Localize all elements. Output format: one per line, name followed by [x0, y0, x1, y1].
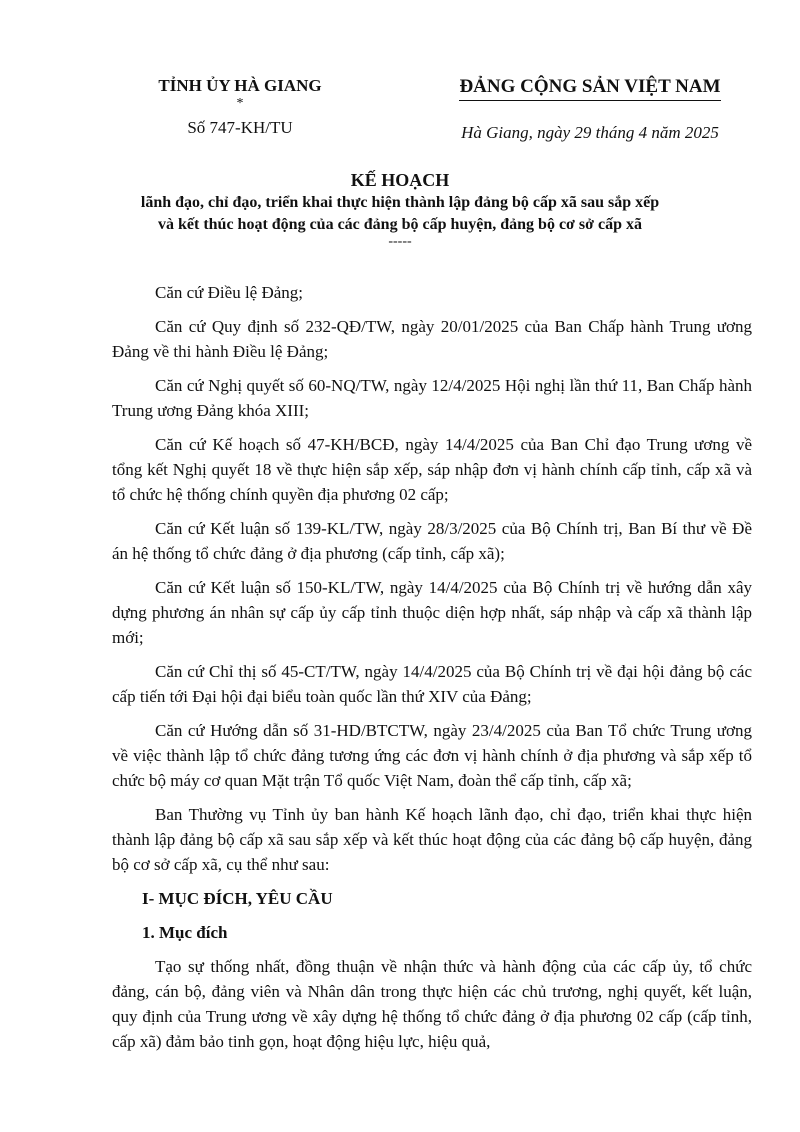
subtitle-line-1: lãnh đạo, chỉ đạo, triển khai thực hiện thành lập đảng bộ cấp xã sau sắp xếp: [140, 194, 660, 211]
star-mark: *: [236, 96, 244, 111]
document-body: [112, 280, 752, 1063]
subtitle-line-2: và kết thúc hoạt động của các đảng bộ cấp huyện, đảng bộ cơ sở cấp xã: [157, 216, 642, 233]
paragraph: Căn cứ Kết luận số 139-KL/TW, ngày 28/3/2025 của Bộ Chính trị, Ban Bí thư về Đề án hệ thống tổ chức đảng ở địa phương (cấp tỉnh, cấp xã);: [112, 519, 752, 563]
title-divider: -----: [388, 234, 412, 249]
date-line: Hà Giang, ngày 29 tháng 4 năm 2025: [461, 123, 719, 142]
paragraph: Căn cứ Kế hoạch số 47-KH/BCĐ, ngày 14/4/2025 của Ban Chỉ đạo Trung ương về tổng kết Nghị quyết 18 về thực hiện sắp xếp, sáp nhập đơn vị hành chính cấp tỉnh, cấp xã và tổ chức hệ thống chính quyền địa phương 02 cấp;: [112, 435, 752, 504]
paragraph: Ban Thường vụ Tỉnh ủy ban hành Kế hoạch lãnh đạo, chỉ đạo, triển khai thực hiện thành lập đảng bộ cấp xã sau sắp xếp và kết thúc hoạt động của các đảng bộ cấp huyện, đảng bộ cơ sở cấp xã, cụ thể như sau:: [112, 805, 752, 874]
paragraph: Tạo sự thống nhất, đồng thuận về nhận thức và hành động của các cấp ủy, tổ chức đảng, cán bộ, đảng viên và Nhân dân trong thực hiện các chủ trương, nghị quyết, kết luận, quy định của Trung ương về xây dựng hệ thống tổ chức đảng ở địa phương 02 cấp (cấp tỉnh, cấp xã) đảm bảo tinh gọn, hoạt động hiệu lực, hiệu quả,: [112, 957, 752, 1051]
paragraph: Căn cứ Điều lệ Đảng;: [155, 283, 304, 302]
section-heading: I- MỤC ĐÍCH, YÊU CẦU: [142, 889, 333, 908]
paragraph: Căn cứ Kết luận số 150-KL/TW, ngày 14/4/2025 của Bộ Chính trị về hướng dẫn xây dựng phương án nhân sự cấp ủy cấp tỉnh thuộc diện hợp nhất, sáp nhập và cấp xã thành lập mới;: [112, 578, 752, 647]
paragraph: Căn cứ Hướng dẫn số 31-HD/BTCTW, ngày 23/4/2025 của Ban Tổ chức Trung ương về việc thành lập tổ chức đảng tương ứng các đơn vị hành chính ở địa phương và sắp xếp tổ chức bộ máy cơ quan Mặt trận Tổ quốc Việt Nam, đoàn thể cấp tỉnh, cấp xã;: [112, 721, 752, 790]
subsection-heading: 1. Mục đích: [142, 923, 228, 942]
header-left: [120, 76, 360, 138]
header-right: [430, 76, 750, 143]
party-name: ĐẢNG CỘNG SẢN VIỆT NAM: [459, 76, 720, 101]
document-number: Số 747-KH/TU: [187, 118, 293, 137]
paragraph: Căn cứ Quy định số 232-QĐ/TW, ngày 20/01/2025 của Ban Chấp hành Trung ương Đảng về thi hành Điều lệ Đảng;: [112, 317, 752, 361]
paragraph: Căn cứ Nghị quyết số 60-NQ/TW, ngày 12/4/2025 Hội nghị lần thứ 11, Ban Chấp hành Trung ương Đảng khóa XIII;: [112, 376, 752, 420]
document-title: KẾ HOẠCH: [350, 170, 450, 190]
paragraph: Căn cứ Chỉ thị số 45-CT/TW, ngày 14/4/2025 của Bộ Chính trị về đại hội đảng bộ các cấp tiến tới Đại hội đại biểu toàn quốc lần thứ XIV của Đảng;: [112, 662, 752, 706]
issuing-org: TỈNH ỦY HÀ GIANG: [158, 76, 322, 95]
title-block: [100, 170, 700, 249]
